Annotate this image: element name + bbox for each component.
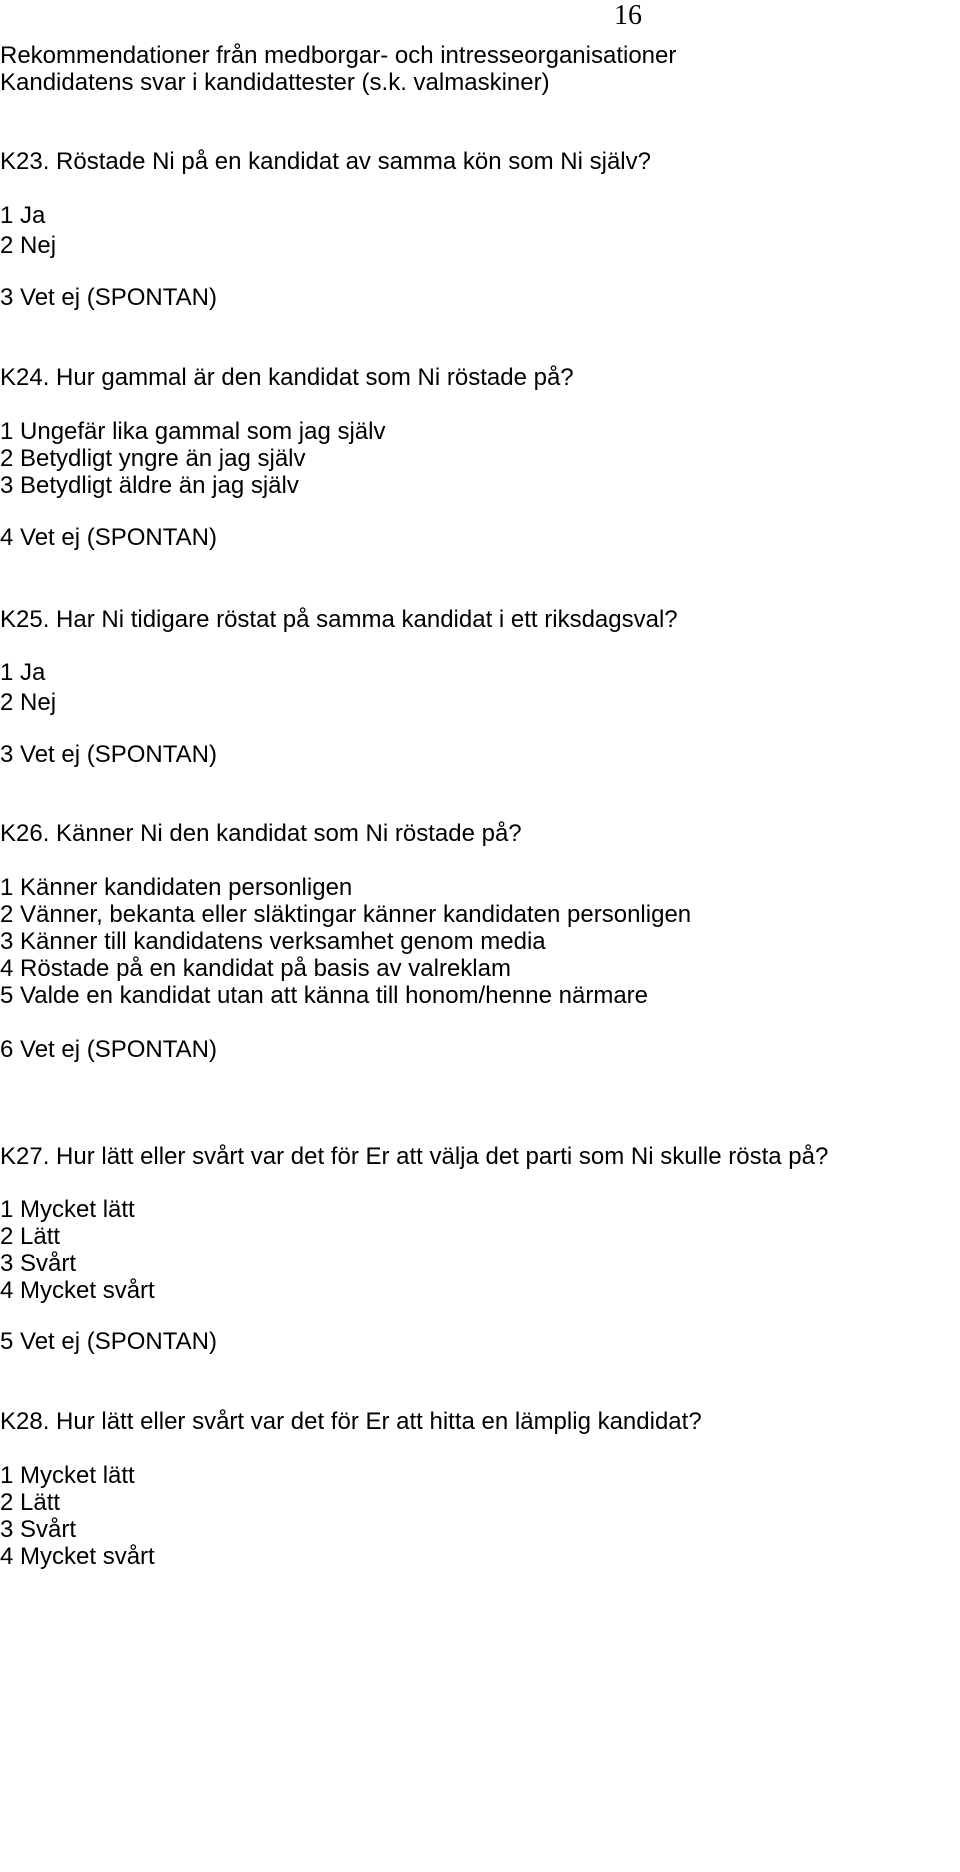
option-k28-2: 2 Lätt	[0, 1489, 61, 1516]
option-k25-2: 2 Nej	[0, 689, 57, 716]
option-k26-2: 2 Vänner, bekanta eller släktingar känner kandidaten personligen	[0, 901, 692, 928]
header-line-1: Rekommendationer från medborgar- och intresseorganisationer	[0, 42, 677, 69]
question-k27: K27. Hur lätt eller svårt var det för Er att välja det parti som Ni skulle rösta på?	[0, 1143, 829, 1170]
option-k23-2: 2 Nej	[0, 232, 57, 259]
question-k25: K25. Har Ni tidigare röstat på samma kandidat i ett riksdagsval?	[0, 606, 678, 633]
question-k24: K24. Hur gammal är den kandidat som Ni röstade på?	[0, 364, 574, 391]
header-line-2: Kandidatens svar i kandidattester (s.k. valmaskiner)	[0, 69, 550, 96]
option-k26-4: 4 Röstade på en kandidat på basis av valreklam	[0, 955, 511, 982]
option-k27-4: 4 Mycket svårt	[0, 1277, 155, 1304]
option-k24-3: 3 Betydligt äldre än jag själv	[0, 472, 299, 499]
question-k23: K23. Röstade Ni på en kandidat av samma kön som Ni själv?	[0, 148, 651, 175]
option-k28-4: 4 Mycket svårt	[0, 1543, 155, 1570]
option-k27-5: 5 Vet ej (SPONTAN)	[0, 1328, 217, 1355]
option-k25-3: 3 Vet ej (SPONTAN)	[0, 741, 217, 768]
option-k26-3: 3 Känner till kandidatens verksamhet genom media	[0, 928, 546, 955]
option-k24-1: 1 Ungefär lika gammal som jag själv	[0, 418, 386, 445]
option-k26-5: 5 Valde en kandidat utan att känna till honom/henne närmare	[0, 982, 648, 1009]
option-k23-3: 3 Vet ej (SPONTAN)	[0, 284, 217, 311]
option-k27-2: 2 Lätt	[0, 1223, 61, 1250]
option-k25-1: 1 Ja	[0, 659, 46, 686]
page-number: 16	[614, 0, 642, 31]
option-k28-1: 1 Mycket lätt	[0, 1462, 135, 1489]
option-k26-6: 6 Vet ej (SPONTAN)	[0, 1036, 217, 1063]
option-k27-3: 3 Svårt	[0, 1250, 77, 1277]
question-k28: K28. Hur lätt eller svårt var det för Er att hitta en lämplig kandidat?	[0, 1408, 702, 1435]
question-k26: K26. Känner Ni den kandidat som Ni röstade på?	[0, 820, 522, 847]
option-k28-3: 3 Svårt	[0, 1516, 77, 1543]
option-k23-1: 1 Ja	[0, 202, 46, 229]
option-k27-1: 1 Mycket lätt	[0, 1196, 135, 1223]
option-k24-2: 2 Betydligt yngre än jag själv	[0, 445, 306, 472]
option-k24-4: 4 Vet ej (SPONTAN)	[0, 524, 217, 551]
option-k26-1: 1 Känner kandidaten personligen	[0, 874, 353, 901]
